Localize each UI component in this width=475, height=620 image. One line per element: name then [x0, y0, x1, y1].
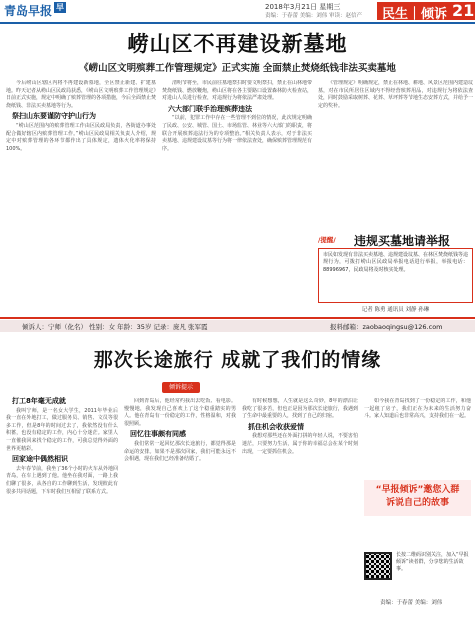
section-heading: 打工8年毫无成就 — [12, 397, 66, 405]
newspaper-logo: 青岛早报 早 — [4, 2, 65, 18]
reminder-title: 违规买墓地请举报 — [354, 234, 451, 248]
paragraph: 有时候想想，人生就是这么奇妙，8年的漂泊让我吃了很多苦，但也正是因为那次长途旅行，我遇到了生命中最重要的人，找到了自己的归宿。 — [242, 398, 358, 420]
main-headline: 崂山区不再建设新墓地 — [127, 32, 348, 56]
confession-info-bar — [0, 320, 475, 332]
section-heading: 六大部门联手治理殡葬违法 — [168, 104, 252, 113]
article-column-3 — [318, 80, 473, 225]
join-group-text: “早报倾诉”邀您入群 诉说自己的故事 — [375, 485, 460, 508]
confession-info: 倾诉人：宁师（化名） 性别：女 年龄：35岁 记录：庞凡 张军霞 — [22, 323, 208, 331]
section-divider — [0, 317, 475, 319]
join-group-box — [364, 480, 471, 516]
section-heading: 回忆往事颇有同感 — [130, 430, 186, 439]
paragraph: “以前，犯罪工作中存在一些管理不到位的情况，此次规定明确了民政、公安、城管、国土、市场监管、林业等六大部门的职责，将联合开展殡葬违法行为的专项整治。”相关负责人表示，对于非法买卖墓地、违规建设坟墓等行为将一律依法查处，确保殡葬管理规范有序。 — [162, 115, 312, 152]
reminder-box — [318, 248, 473, 303]
paragraph: 我们常常一起回忆那次长途旅行，都觉得那是命运的安排。如果不是那次回家，我们可能永远不会相遇，现在我们已经准备结婚了。 — [124, 440, 236, 463]
story-column-1 — [6, 395, 118, 617]
article-column-2 — [162, 80, 312, 315]
paragraph: 我叫宁师，是一名女大学生，2011年毕业后我一直在外地打工，做过服务员、销售、文员等很多工作，但是8年的时间过去了，我依然没有什么积蓄，也没有稳定的工作，内心十分迷茫。家里人一直催我回来找个稳定的工作，可我总觉得外面的世界更精彩。 — [6, 407, 118, 452]
tip-email[interactable]: 报料邮箱：zaobaoqingsu@126.com — [330, 323, 443, 331]
main-subhead: 《崂山区文明殡葬工作管理规定》正式实施 全面禁止焚烧纸钱非法买卖墓地 — [79, 63, 396, 74]
story-column-4 — [364, 398, 471, 478]
paragraph: “崂山区范围内的殡葬管理工作由区民政局负责，各街道办事处配合做好辖区内殡葬管理工作。”崂山区民政局相关负责人介绍，规定中对殡葬管理的各环节都作出了具体规定，遗体火化率将保持100%。 — [6, 122, 156, 152]
paragraph: 清明节将至，市民前往墓地祭扫时要文明祭扫，禁止在山林地带焚烧纸钱、燃放鞭炮，崂山区将在各主要路口设置森林防火检查站，对进山人员进行检查，对违规行为将依法严肃处理。 — [162, 80, 312, 102]
logo-badge: 早 — [56, 2, 65, 12]
page-number: 21 — [452, 1, 475, 20]
paragraph: 今后崂山区辖区内将不再建设新墓地，全区禁止新建、扩建墓地。昨天记者从崂山区民政局获悉，《崂山区文明殡葬工作管理规定》日前正式实施，规定中明确了殡葬管理的各项措施，今后全面禁止焚烧纸钱、非法买卖墓地等行为。 — [6, 80, 156, 109]
reminder-tag: /提醒/ — [318, 236, 336, 244]
paragraph: 回到青岛后，他经常约我出去吃饭、看电影。慢慢地，我发现自己喜欢上了这个稳重踏实的男人。他在青岛有一份稳定的工作，性格温和，对我很照顾。 — [124, 398, 236, 427]
issue-date: 2018年3月21日 星期三 — [265, 3, 341, 11]
page-header — [0, 0, 475, 22]
story-editor-credit: 责编：于春蕾 美编：刘伟 — [380, 600, 443, 606]
story-tag: 倾诉提示 — [162, 382, 200, 393]
reporter-credit: 记者 陈勇 通讯员 刘静 孙琳 — [361, 307, 430, 313]
header-rule — [0, 22, 475, 24]
paragraph: 如今我在青岛找到了一份稳定的工作，和他一起租了房子，我们正在为未来的生活努力奋斗。家人知道后也非常高兴，支持我们在一起。 — [364, 398, 471, 420]
reminder-text: 市民如发现有非法买卖墓地、违规建设坟墓、在林区焚烧纸钱等违规行为，可拨打崂山区民政局举报电话进行举报，举报电话：88996967，民政局将及时核实处理。 — [323, 252, 469, 273]
editor-credits: 责编：于春蕾 美编：刘伟 审读：赵信产 — [265, 13, 362, 19]
qr-caption: 长按二维码识别关注，加入“早报倾诉”读者群，分享您的生活故事。 — [396, 552, 469, 572]
article-column-1 — [6, 80, 156, 315]
paragraph: 去年春节前，我坐了36个小时的火车从外地回青岛，在车上遇到了他。他坐在我对面，一路上我们聊了很多，从各自的工作聊到生活，发现彼此有很多共同话题，下车时我们互相留了联系方式。 — [6, 465, 118, 495]
story-column-2 — [124, 398, 236, 617]
section-heading: 祭扫山东要谨防守护山行为 — [12, 112, 96, 121]
story-column-3 — [242, 398, 358, 617]
section-heading: 回家途中偶然相识 — [12, 455, 68, 464]
qr-code-icon[interactable] — [364, 552, 392, 580]
paragraph: 《管理规定》明确规定，禁止在林地、耕地、风景区范围内建造坟墓，对在市民所居住区域内不得经营殡葬用品，对违规行为将依法查处，同时鼓励采取树葬、花葬、草坪葬等节地生态安葬方式，并给予一定的奖补。 — [318, 80, 473, 109]
section-title: 民生｜倾诉 — [382, 7, 448, 22]
paragraph: 我想对那些还在外面打拼的年轻人说，不要害怕迷茫，只要努力生活，属于你的幸福总会在某个时刻出现，一定要抓住机会。 — [242, 433, 358, 455]
story-headline: 那次长途旅行 成就了我们的情缘 — [93, 349, 382, 371]
section-heading: 抓住机会收获爱情 — [248, 422, 304, 431]
